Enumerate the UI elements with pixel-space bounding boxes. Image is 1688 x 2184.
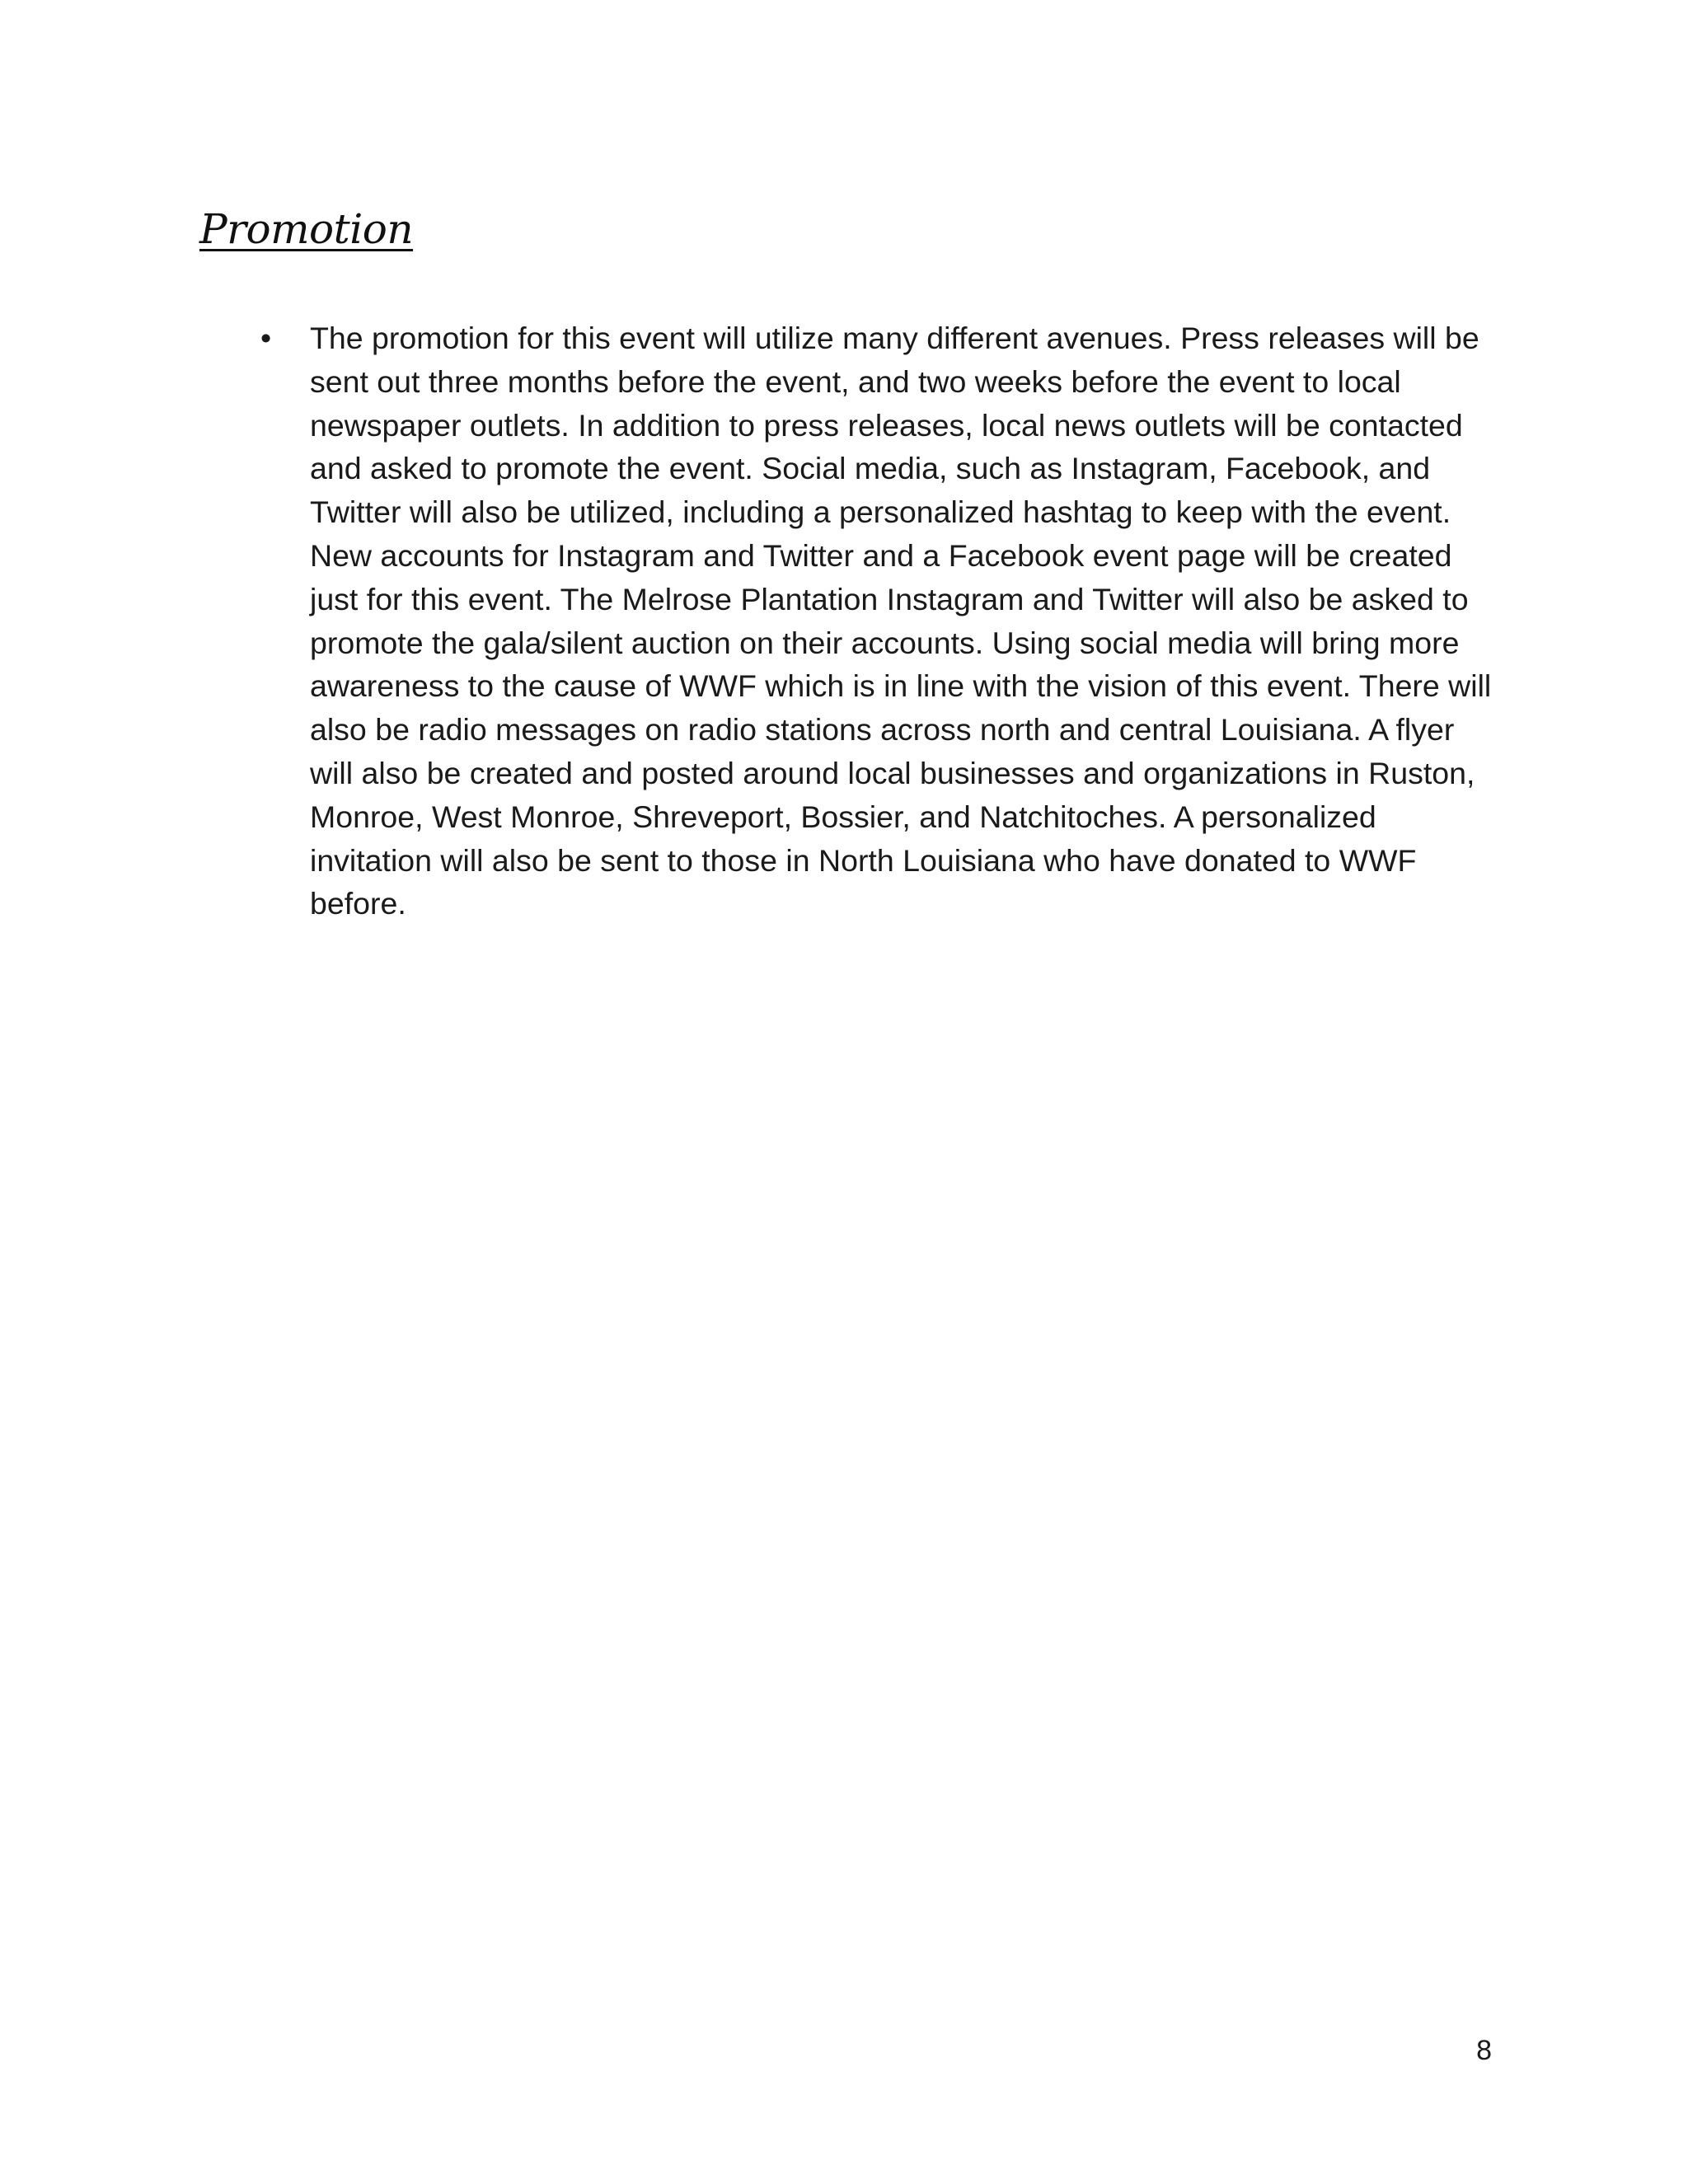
bullet-list [257,316,1493,926]
bullet-icon: • [260,321,272,355]
bullet-text: The promotion for this event will utilize many different avenues. Press releases will be sent out three months before the event, and two weeks before the event to local newspaper outlets. In addition to press releases, local news outlets will be contacted and asked to promote the event. Social media, such as Instagram, Facebook, and Twitter will also be utilized, including a personalized hashtag to keep with the event. New accounts for Instagram and Twitter and a Facebook event page will be created just for this event. The Melrose Plantation Instagram and Twitter will also be asked to promote the gala/silent auction on their accounts. Using social media will bring more awareness to the cause of WWF which is in line with the vision of this event. There will also be radio messages on radio stations across north and central Louisiana. A flyer will also be created and posted around local businesses and organizations in Ruston, Monroe, West Monroe, Shreveport, Bossier, and Natchitoches. A personalized invitation will also be sent to those in North Louisiana who have donated to WWF before. [310,321,1492,921]
section-heading: Promotion [199,205,414,253]
list-item [257,316,1493,926]
page-number: 8 [1476,2035,1492,2066]
